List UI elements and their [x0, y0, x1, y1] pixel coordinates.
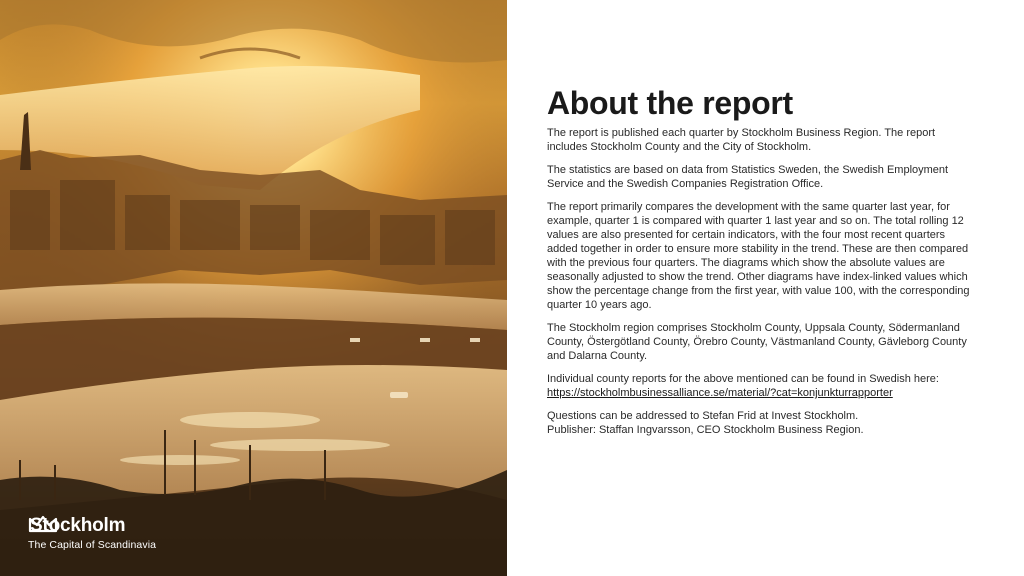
- county-reports-link[interactable]: https://stockholmbusinessalliance.se/material/?cat=konjunkturrapporter: [547, 387, 893, 399]
- brand-logo: [28, 515, 156, 552]
- stockholm-aerial-photo: [0, 0, 507, 576]
- brand-name: Stockholm: [30, 515, 126, 536]
- paragraph-publisher: The report is published each quarter by Stockholm Business Region. The report includes Stockholm County and the City of Stockholm.: [547, 127, 936, 153]
- paragraph-county-reports: [547, 372, 972, 400]
- page-title: About the report: [547, 85, 793, 121]
- brand-tagline: The Capital of Scandinavia: [28, 539, 157, 551]
- county-reports-text: Individual county reports for the above mentioned can be found in Swedish here:: [547, 373, 939, 385]
- paragraph-contact: [547, 409, 972, 437]
- paragraph-methodology: The report primarily compares the development with the same quarter last year, for example, quarter 1 is compared with quarter 1 last year and so on. The total rolling 12 values are also presented for certain indicators, with the four most recent quarters added together in order to ensure more stability in the trend. These are then compared with the previous four quarters. The diagrams which show the absolute values are seasonally adjusted to show the trend. Other diagrams have index-linked values which show the percentage change from the first year, with value 100, with the corresponding quarter 10 years ago.: [547, 201, 970, 311]
- crown-icon: [28, 515, 58, 533]
- paragraph-region: The Stockholm region comprises Stockholm County, Uppsala County, Södermanland County, Östergötland County, Örebro County, Västmanland County, Gävleborg County and Dalarna County.: [547, 322, 967, 362]
- city-sunset-illustration: [0, 0, 507, 576]
- paragraph-statistics: The statistics are based on data from Statistics Sweden, the Swedish Employment Service and the Swedish Companies Registration Office.: [547, 164, 949, 190]
- about-report-section: [547, 84, 972, 446]
- contact-line-questions: Questions can be addressed to Stefan Frid at Invest Stockholm.: [547, 410, 859, 422]
- contact-line-publisher: Publisher: Staffan Ingvarsson, CEO Stockholm Business Region.: [547, 424, 864, 436]
